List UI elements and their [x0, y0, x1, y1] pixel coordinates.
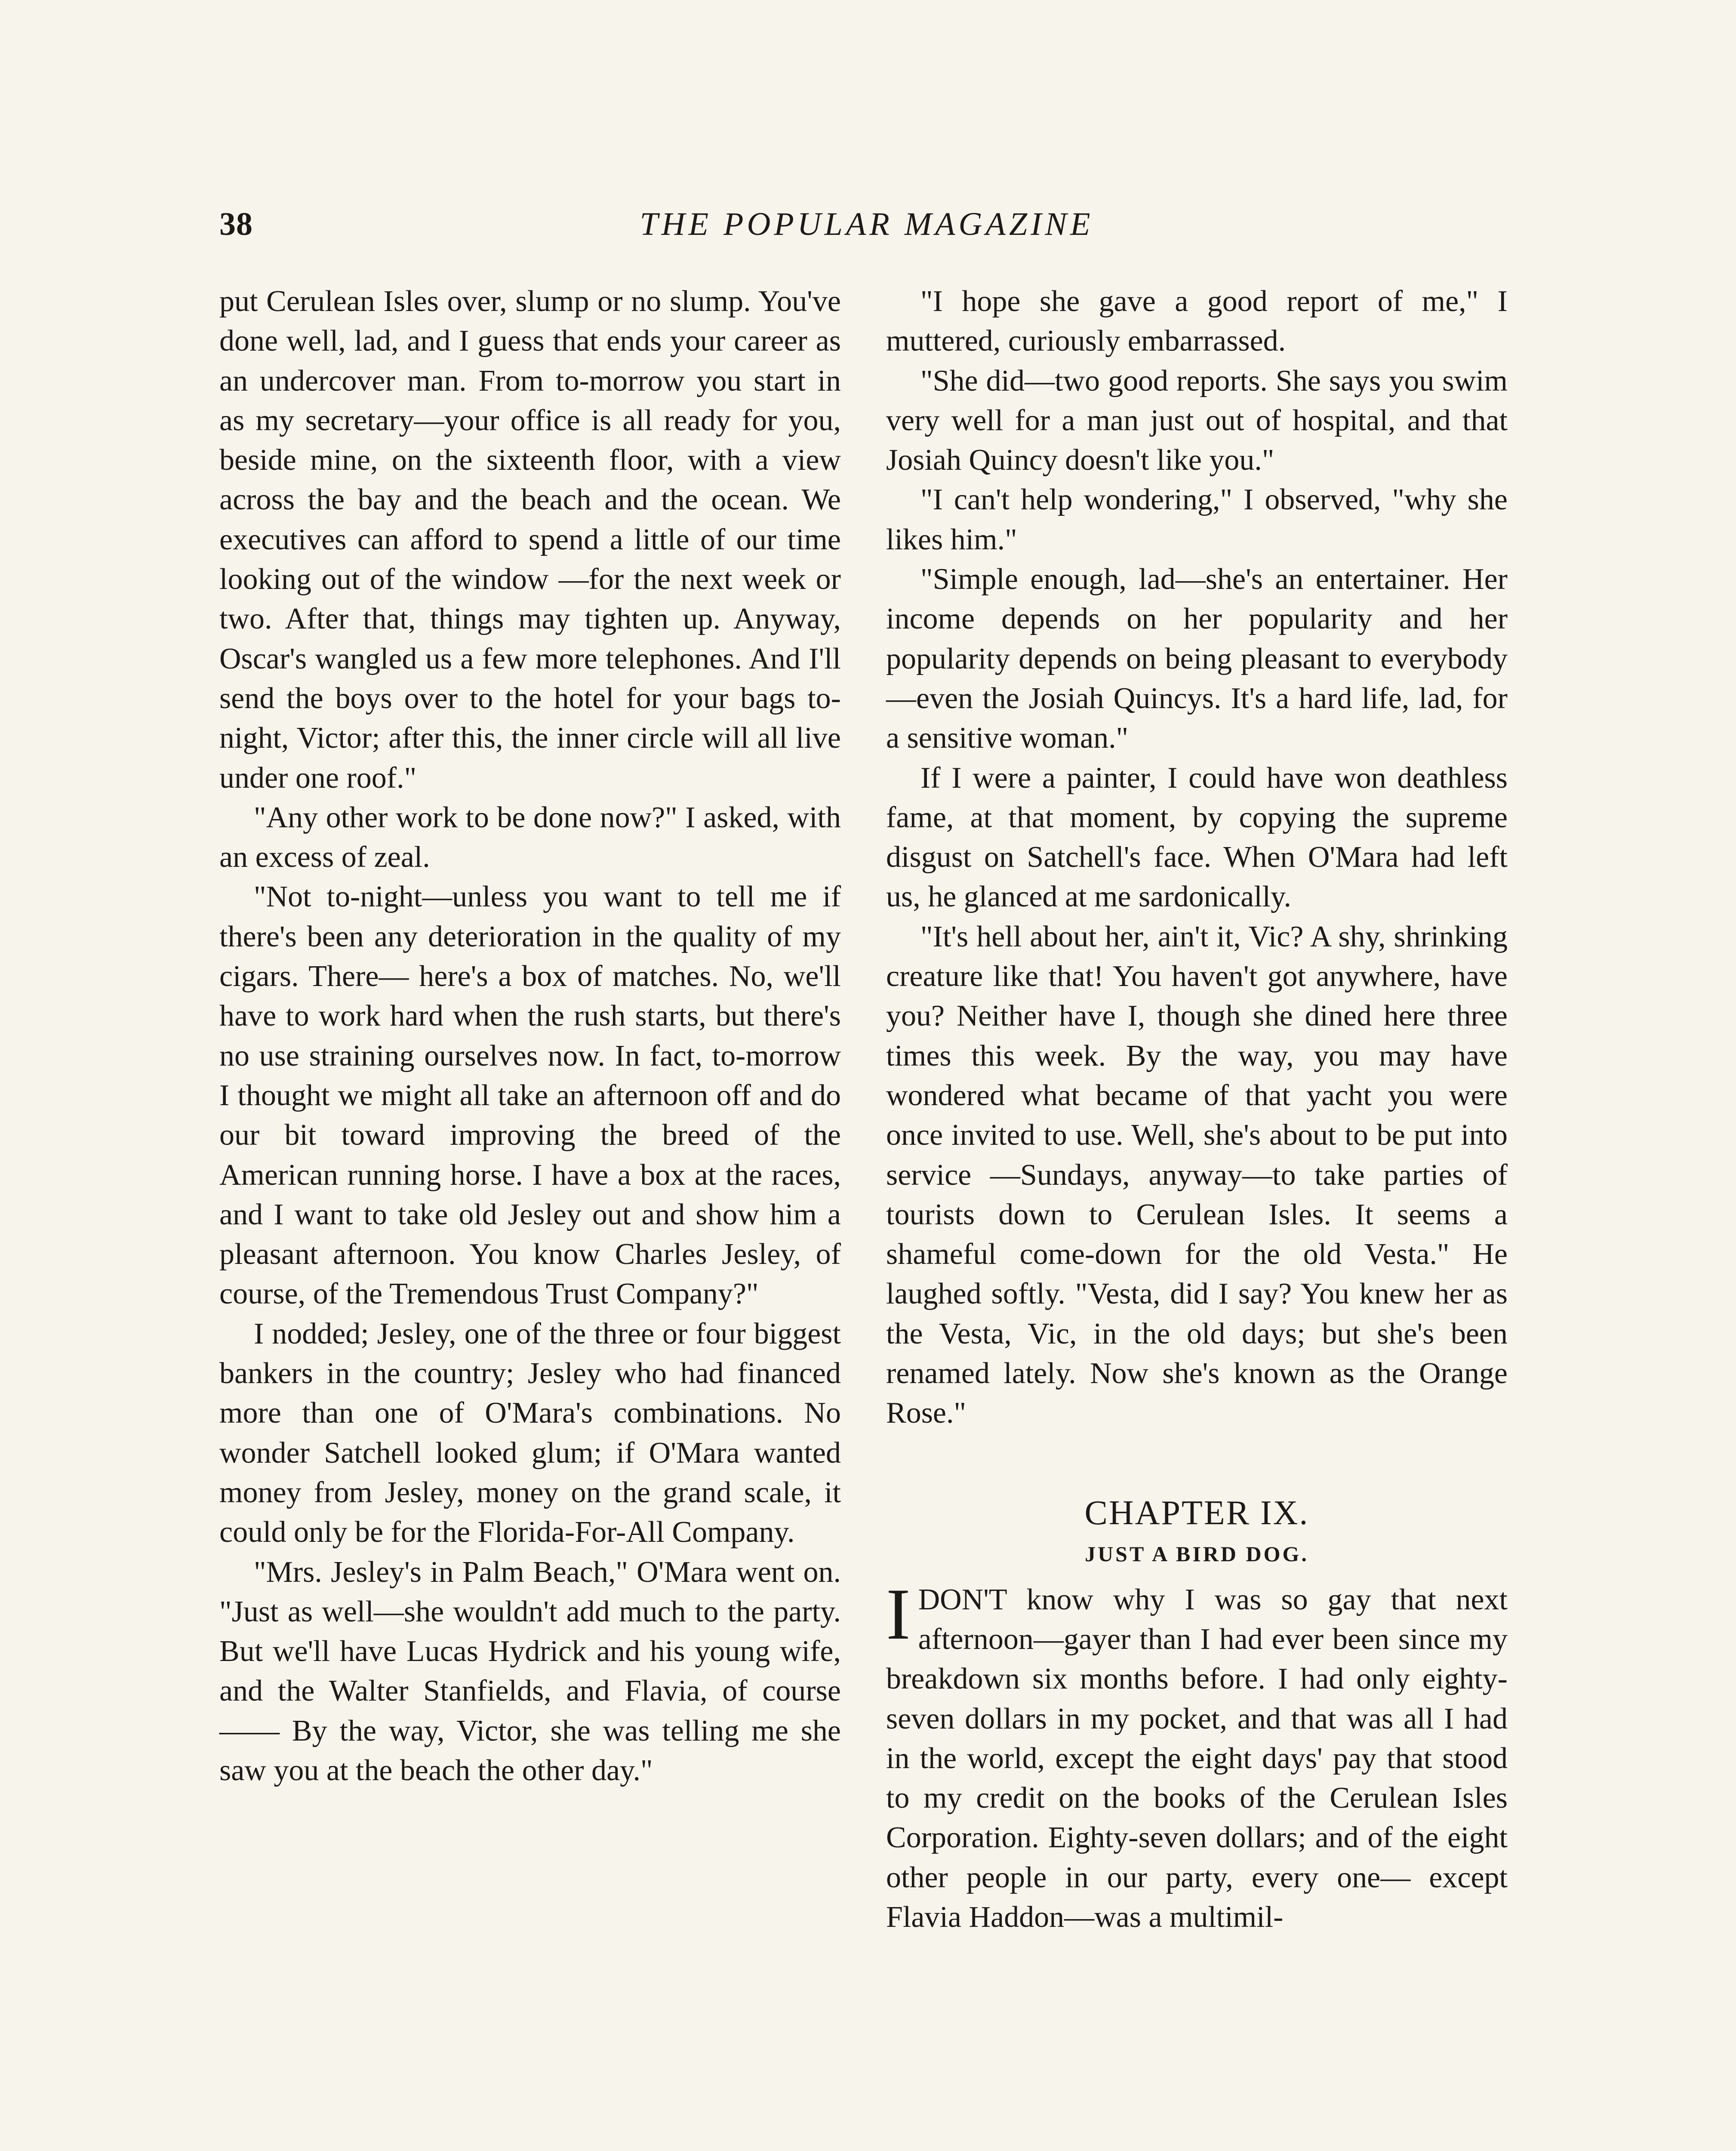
- running-title: THE POPULAR MAGAZINE: [640, 206, 1094, 242]
- chapter-opening-paragraph: [886, 1573, 1508, 1938]
- paragraph: "Mrs. Jesley's in Palm Beach," O'Mara went on. "Just as well—she wouldn't add much to the party. But we'll have Lucas Hydrick and his young wife, and the Walter Stanfields, and Flavia, of course—— By the way, Victor, she was telling me she saw you at the beach the other day.": [219, 1555, 841, 1787]
- chapter-opening-text: DON'T know why I was so gay that next afternoon—gayer than I had ever been since my breakdown six months before. I had only eighty-seven dollars in my pocket, and that was all I had in the world, except the eight days' pay that stood to my credit on the books of the Cerulean Isles Corporation. Eighty-seven dollars; and of the eight other people in our party, every one— except Flavia Haddon—was a multimil-: [886, 1583, 1508, 1934]
- right-column: [886, 282, 1508, 1937]
- left-column: [219, 282, 841, 1790]
- drop-cap: I: [886, 1573, 911, 1655]
- page-header: [219, 206, 1514, 253]
- paragraph: "Any other work to be done now?" I asked, with an excess of zeal.: [219, 801, 841, 874]
- chapter-heading: CHAPTER IX.: [1084, 1494, 1309, 1532]
- paragraph: I nodded; Jesley, one of the three or four biggest bankers in the country; Jesley who had financed more than one of O'Mara's combinations. No wonder Satchell looked glum; if O'Mara wanted money from Jesley, money on the grand scale, it could only be for the Florida-For-All Company.: [219, 1317, 841, 1549]
- paragraph: "Simple enough, lad—she's an entertainer. Her income depends on her popularity and her popularity depends on being pleasant to everybody—even the Josiah Quincys. It's a hard life, lad, for a sensitive woman.": [886, 563, 1508, 755]
- paragraph: "I hope she gave a good report of me," I muttered, curiously embarrassed.: [886, 285, 1508, 358]
- chapter-subtitle: JUST A BIRD DOG.: [1085, 1541, 1309, 1566]
- paragraph: "It's hell about her, ain't it, Vic? A shy, shrinking creature like that! You haven't got anywhere, have you? Neither have I, though she dined here three times this week. By the way, you may have wondered what became of that yacht you were once invited to use. Well, she's about to be put into service —Sundays, anyway—to take parties of tourists down to Cerulean Isles. It seems a shameful come-down for the old Vesta." He laughed softly. "Vesta, did I say? You knew her as the Vesta, Vic, in the old days; but she's been renamed lately. Now she's known as the Orange Rose.": [886, 920, 1508, 1430]
- paragraph: "Not to-night—unless you want to tell me if there's been any deterioration in the quality of my cigars. There— here's a box of matches. No, we'll have to work hard when the rush starts, but there's no use straining ourselves now. In fact, to-morrow I thought we might all take an afternoon off and do our bit toward improving the breed of the American running horse. I have a box at the races, and I want to take old Jesley out and show him a pleasant afternoon. You know Charles Jesley, of course, of the Tremendous Trust Company?": [219, 880, 841, 1311]
- paragraph: If I were a painter, I could have won deathless fame, at that moment, by copying the supreme disgust on Satchell's face. When O'Mara had left us, he glanced at me sardonically.: [886, 761, 1508, 914]
- paragraph: "She did—two good reports. She says you swim very well for a man just out of hospital, and that Josiah Quincy doesn't like you.": [886, 364, 1508, 477]
- paragraph: put Cerulean Isles over, slump or no slump. You've done well, lad, and I guess that ends your career as an undercover man. From to-morrow you start in as my secretary—your office is all ready for you, beside mine, on the sixteenth floor, with a view across the bay and the beach and the ocean. We executives can afford to spend a little of our time looking out of the window —for the next week or two. After that, things may tighten up. Anyway, Oscar's wangled us a few more telephones. And I'll send the boys over to the hotel for your bags to-night, Victor; after this, the inner circle will all live under one roof.": [219, 285, 841, 795]
- paragraph: "I can't help wondering," I observed, "why she likes him.": [886, 483, 1508, 556]
- page-number: 38: [219, 206, 253, 242]
